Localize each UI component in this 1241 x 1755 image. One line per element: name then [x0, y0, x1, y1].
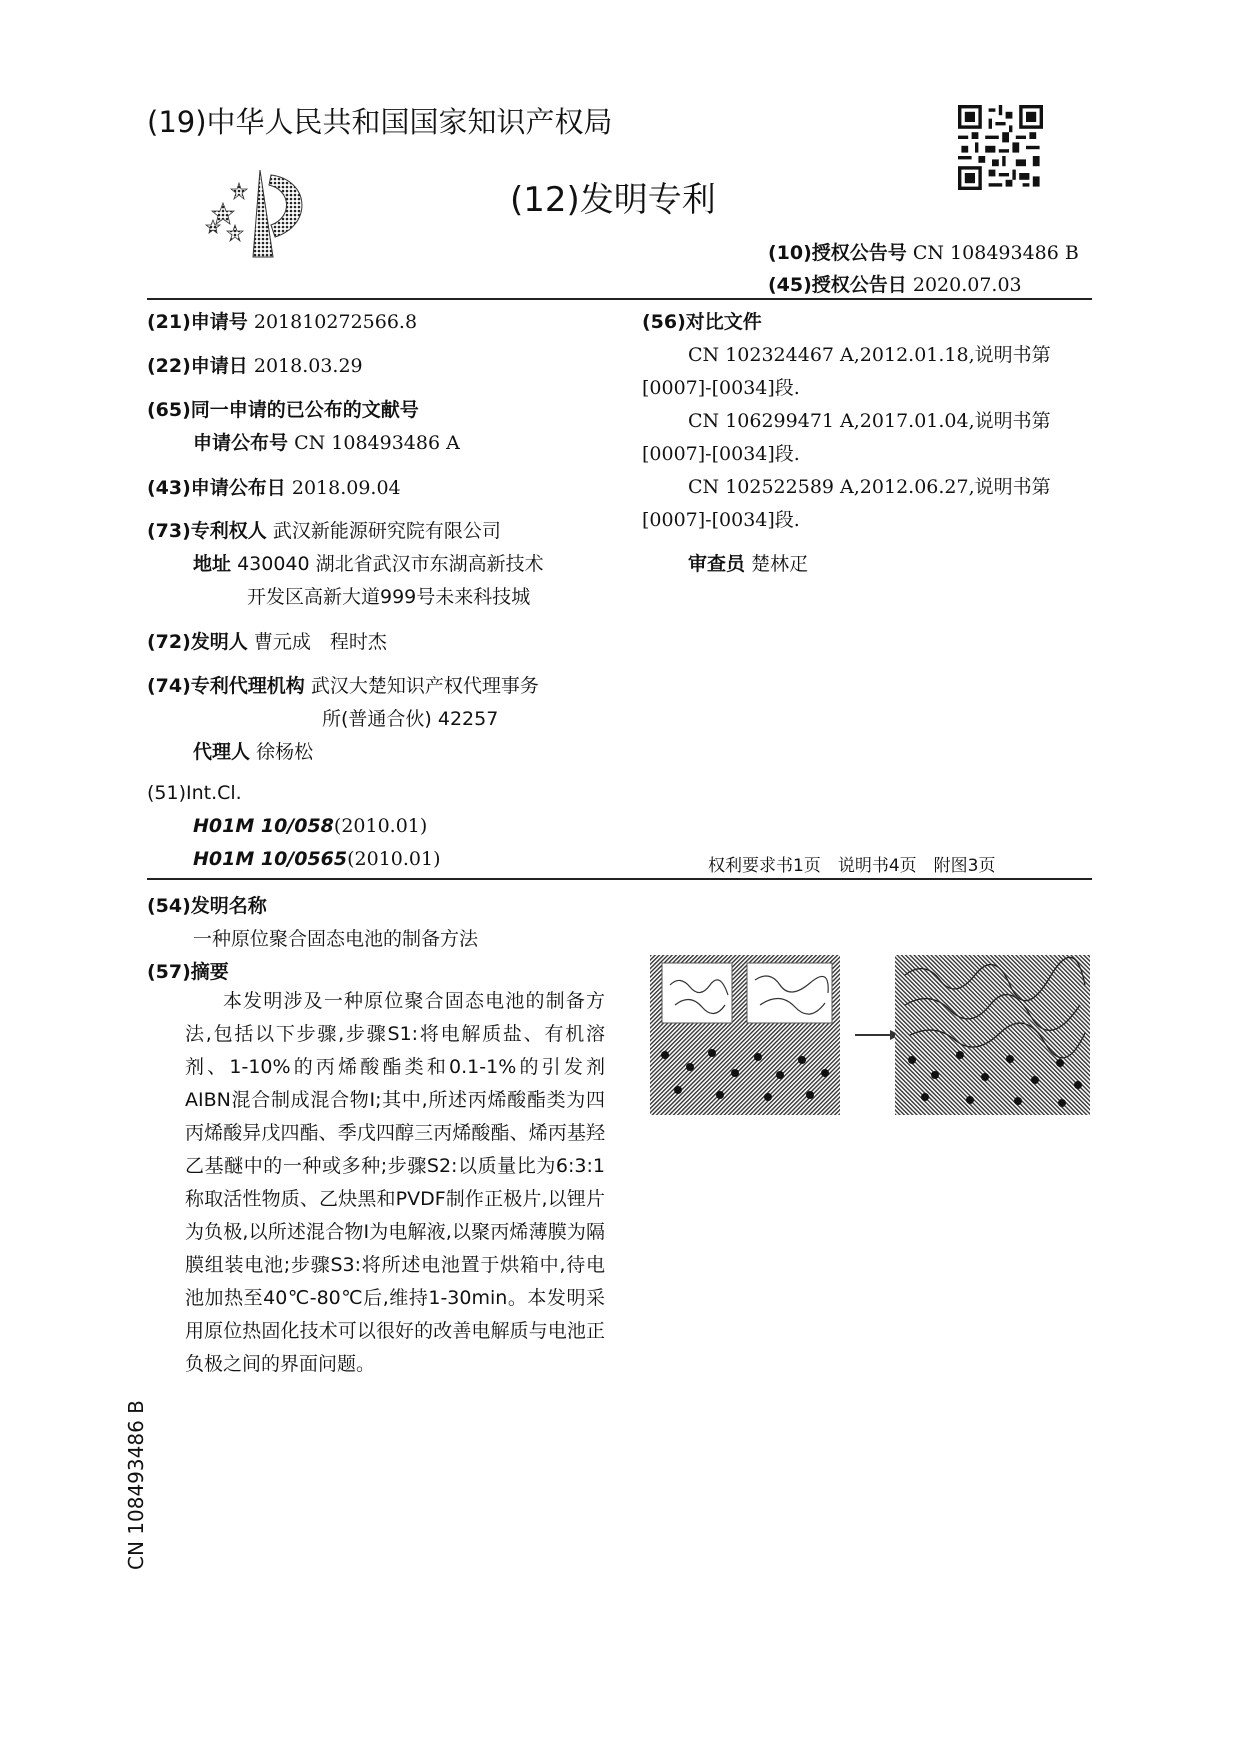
agency-row — [147, 671, 539, 698]
pub-date-row — [768, 270, 1022, 297]
patentee: 武汉新能源研究院有限公司 — [272, 520, 501, 542]
agency-line1: 武汉大楚知识产权代理事务 — [310, 675, 539, 697]
patentee-label: (73)专利权人 — [147, 520, 267, 542]
intcl-label: (51)Int.Cl. — [147, 782, 242, 804]
doc-type: (12)发明专利 — [510, 180, 716, 220]
pub-no-row — [768, 238, 1079, 265]
pub-no: CN 108493486 B — [912, 242, 1079, 264]
abstract-paragraph: 本发明涉及一种原位聚合固态电池的制备方法,包括以下步骤,步骤S1:将电解质盐、有机溶剂、1-10%的丙烯酸酯类和0.1-1%的引发剂AIBN混合制成混合物I;其中,所述丙烯酸酯类为四丙烯酸异戊四酯、季戊四醇三丙烯酸酯、烯丙基羟乙基醚中的一种或多种;步骤S2:以质量比为6:3:1称取活性物质、乙炔黑和PVDF制作正极片,以锂片为负极,以所述混合物I为电解液,以聚丙烯薄膜为隔膜组装电池;步骤S3:将所述电池置于烘箱中,待电池加热至40℃-80℃后,维持1-30min。本发明采用原位热固化技术可以很好的改善电解质与电池正负极之间的界面问题。 — [185, 990, 605, 1375]
invention-title: 一种原位聚合固态电池的制备方法 — [193, 928, 479, 950]
inventor-row — [147, 627, 387, 654]
ref1-line2: [0007]-[0034]段. — [642, 377, 800, 399]
app-pub-label: 申请公布号 — [193, 432, 289, 454]
pub-date-label: (45)授权公告日 — [768, 274, 907, 296]
ipc2-row — [193, 848, 441, 870]
address-line1: 430040 湖北省武汉市东湖高新技术 — [237, 553, 544, 575]
address-line2: 开发区高新大道999号未来科技城 — [247, 586, 531, 608]
ref3-line1: CN 102522589 A,2012.06.27,说明书第 — [688, 476, 1051, 498]
ipc2-code: H01M 10/0565 — [193, 848, 348, 870]
ref2-line2: [0007]-[0034]段. — [642, 443, 800, 465]
side-pub-no: CN 108493486 B — [124, 1400, 148, 1570]
pub-date: 2020.07.03 — [912, 274, 1022, 296]
app-date-row — [147, 351, 363, 378]
cnipa-logo-icon — [205, 165, 320, 265]
app-pub-date: 2018.09.04 — [291, 477, 401, 499]
address-label: 地址 — [193, 553, 232, 575]
office-name: (19)中华人民共和国国家知识产权局 — [147, 105, 613, 139]
agency-line2: 所(普通合伙) 42257 — [322, 708, 499, 730]
pub-no-label: (10)授权公告号 — [768, 242, 907, 264]
ref2-line1: CN 106299471 A,2017.01.04,说明书第 — [688, 410, 1051, 432]
agent: 徐杨松 — [256, 741, 314, 763]
ref3-line2: [0007]-[0034]段. — [642, 509, 800, 531]
ipc1-code: H01M 10/058 — [193, 815, 334, 837]
header-divider — [147, 298, 1092, 300]
address-row — [193, 549, 544, 576]
examiner-label: 审查员 — [688, 553, 746, 575]
app-pub-no: CN 108493486 A — [294, 432, 460, 454]
app-no: 201810272566.8 — [253, 311, 418, 333]
examiner-row — [688, 549, 808, 576]
patentee-row — [147, 516, 501, 543]
abstract-text — [185, 985, 605, 1381]
agent-label: 代理人 — [193, 741, 251, 763]
app-no-row — [147, 307, 417, 334]
inventor-label: (72)发明人 — [147, 631, 248, 653]
title-label: (54)发明名称 — [147, 895, 267, 917]
abstract-label: (57)摘要 — [147, 961, 229, 983]
ipc1-version: (2010.01) — [333, 815, 428, 837]
examiner: 楚林疋 — [751, 553, 809, 575]
pages-summary: 权利要求书1页 说明书4页 附图3页 — [708, 856, 996, 876]
ipc1-row — [193, 815, 427, 837]
app-date: 2018.03.29 — [253, 355, 363, 377]
same-app-label: (65)同一申请的已公布的文献号 — [147, 399, 419, 421]
agent-row — [193, 737, 313, 764]
body-divider — [147, 878, 1092, 880]
abstract-figure — [650, 955, 1090, 1115]
ipc2-version: (2010.01) — [347, 848, 441, 870]
refs-label: (56)对比文件 — [642, 311, 762, 333]
ref1-line1: CN 102324467 A,2012.01.18,说明书第 — [688, 344, 1051, 366]
app-no-label: (21)申请号 — [147, 311, 248, 333]
qr-code-icon — [958, 105, 1043, 190]
app-pub-date-label: (43)申请公布日 — [147, 477, 286, 499]
app-pub-date-row — [147, 473, 401, 500]
app-pub-row — [193, 428, 460, 455]
inventors: 曹元成 程时杰 — [253, 631, 387, 653]
app-date-label: (22)申请日 — [147, 355, 248, 377]
agency-label: (74)专利代理机构 — [147, 675, 305, 697]
